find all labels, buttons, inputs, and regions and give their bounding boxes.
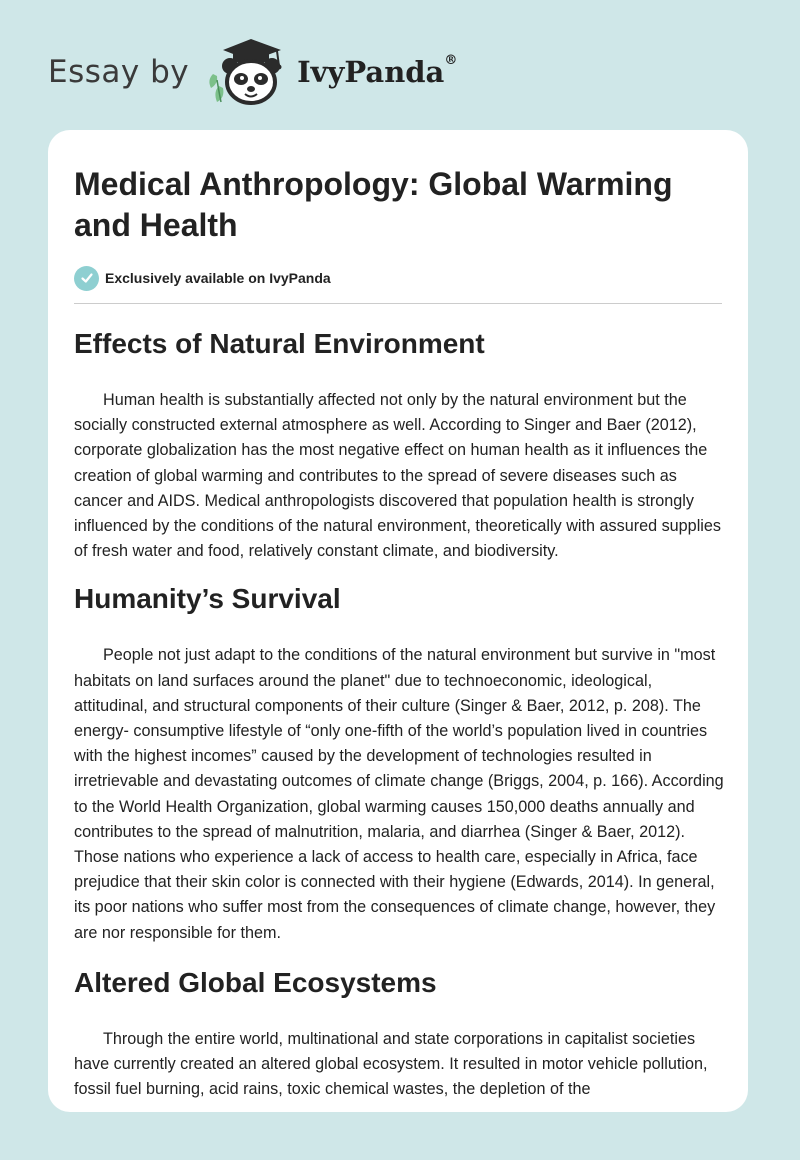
exclusive-badge	[74, 264, 722, 292]
brand-name[interactable]: IvyPanda®	[297, 53, 458, 89]
ivypanda-logo-icon[interactable]	[205, 36, 291, 108]
section-paragraph-survival: People not just adapt to the conditions of the natural environment but survive in "most habitats on land surfaces around the planet" due to technoeconomic, ideological, attitudinal, and structural components of their culture (Singer & Baer, 2012, p. 208). The energy- consumptive lifestyle of “only one-fifth of the world’s population lived in countries with the highest incomes” caused by the development of technologies resulted in irretrievable and devastating outcomes of climate change (Briggs, 2004, p. 166). According to the World Health Organization, global warming causes 150,000 deaths annually and contributes to the spread of malnutrition, malaria, and diarrhea (Singer & Baer, 2012). Those nations who experience a lack of access to health care, especially in Africa, face prejudice that their skin color is connected with their hygiene (Edwards, 2014). In general, its poor nations who suffer most from the consequences of climate change, however, they are nor responsible for them.	[74, 646, 724, 942]
section-paragraph-effects: Human health is substantially affected not only by the natural environment but the socially constructed external atmosphere as well. According to Singer and Baer (2012), corporate globalization has the most negative effect on human health as it influences the creation of global warming and contributes to the spread of severe diseases such as cancer and AIDS. Medical anthropologists discovered that population health is strongly influenced by the conditions of the natural environment, theoretically with assured supplies of fresh water and food, relatively constant climate, and biodiversity.	[74, 391, 721, 561]
section-paragraph-altered: Through the entire world, multinational and state corporations in capitalist societies have currently created an altered global ecosystem. It resulted in motor vehicle pollution, fossil fuel burning, acid rains, toxic chemical wastes, the depletion of the	[74, 1029, 708, 1099]
section-heading-effects: Effects of Natural Environment	[74, 328, 485, 359]
brand-prefix: Essay by	[48, 54, 190, 90]
check-icon	[74, 266, 99, 291]
section-heading-survival: Humanity’s Survival	[74, 583, 341, 615]
page-title: Medical Anthropology: Global Warming and Health	[74, 166, 673, 243]
exclusive-label: Exclusively available on IvyPanda	[105, 270, 331, 286]
section-heading-altered: Altered Global Ecosystems	[74, 966, 437, 998]
divider	[74, 303, 722, 304]
essay-card	[48, 130, 748, 1112]
site-header	[48, 36, 457, 108]
